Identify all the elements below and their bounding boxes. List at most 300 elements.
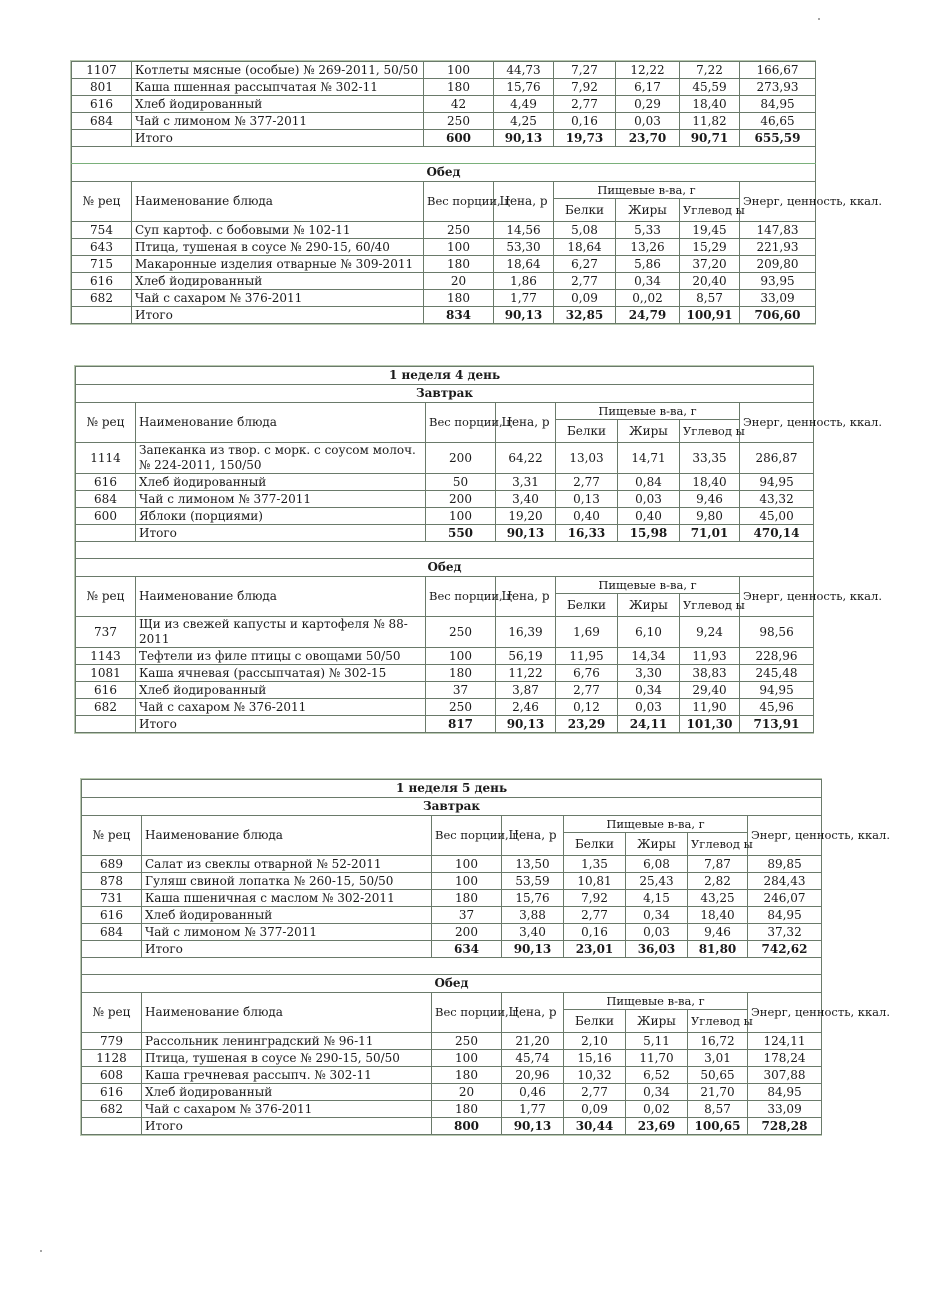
fat: 0,03 xyxy=(626,924,688,941)
day4-breakfast-section xyxy=(76,385,882,542)
energy: 84,95 xyxy=(740,96,816,113)
meal-title-row xyxy=(76,559,814,577)
portion-weight: 100 xyxy=(426,508,496,525)
energy: 228,96 xyxy=(740,648,814,665)
portion-weight: 100 xyxy=(432,1050,502,1067)
portion-weight: 100 xyxy=(432,856,502,873)
energy: 37,32 xyxy=(748,924,822,941)
price: 1,77 xyxy=(494,290,554,307)
portion-weight: 37 xyxy=(426,682,496,699)
rec-number: 1128 xyxy=(82,1050,142,1067)
fat: 0,34 xyxy=(626,907,688,924)
header-name: Наименование блюда xyxy=(132,182,424,222)
price: 21,20 xyxy=(502,1033,564,1050)
total-protein: 19,73 xyxy=(554,130,616,147)
carbs: 33,35 xyxy=(680,443,740,474)
price: 4,49 xyxy=(494,96,554,113)
dish-name: Хлеб йодированный xyxy=(142,907,432,924)
scan-speck xyxy=(818,18,820,20)
protein: 15,16 xyxy=(564,1050,626,1067)
sheet-day5 xyxy=(80,778,890,1136)
energy: 45,96 xyxy=(740,699,814,716)
total-fat: 23,69 xyxy=(626,1118,688,1135)
price: 3,87 xyxy=(496,682,556,699)
total-price: 90,13 xyxy=(502,941,564,958)
rec-number: 1081 xyxy=(76,665,136,682)
header-carbs: Углевод ы xyxy=(680,594,740,617)
header-protein: Белки xyxy=(554,199,616,222)
day-title-row xyxy=(82,780,822,798)
protein: 1,35 xyxy=(564,856,626,873)
table-row xyxy=(72,222,816,239)
total-energy: 706,60 xyxy=(740,307,816,324)
energy: 124,11 xyxy=(748,1033,822,1050)
protein: 0,16 xyxy=(564,924,626,941)
total-carbs: 100,91 xyxy=(680,307,740,324)
total-fat: 24,11 xyxy=(618,716,680,733)
total-carbs: 81,80 xyxy=(688,941,748,958)
energy: 166,67 xyxy=(740,62,816,79)
protein: 7,92 xyxy=(564,890,626,907)
table-row xyxy=(76,617,814,648)
dish-name: Каша пшенная рассыпчатая № 302-11 xyxy=(132,79,424,96)
header-row xyxy=(82,993,822,1010)
header-rec: № рец xyxy=(82,816,142,856)
protein: 0,09 xyxy=(564,1101,626,1118)
fat: 0,03 xyxy=(618,699,680,716)
header-nutrients: Пищевые в-ва, г xyxy=(564,993,748,1010)
header-nutrients: Пищевые в-ва, г xyxy=(556,577,740,594)
price: 3,40 xyxy=(496,491,556,508)
protein: 2,77 xyxy=(554,273,616,290)
meal-title-row xyxy=(82,975,822,993)
total-row xyxy=(76,525,814,542)
rec-number: 616 xyxy=(76,682,136,699)
price: 3,31 xyxy=(496,474,556,491)
rec-number: 715 xyxy=(72,256,132,273)
total-row xyxy=(82,941,822,958)
dish-name: Хлеб йодированный xyxy=(142,1084,432,1101)
rec-number: 600 xyxy=(76,508,136,525)
table-row xyxy=(82,856,822,873)
protein: 6,27 xyxy=(554,256,616,273)
portion-weight: 37 xyxy=(432,907,502,924)
header-weight: Вес порции, г xyxy=(432,993,502,1033)
protein: 0,16 xyxy=(554,113,616,130)
total-carbs: 71,01 xyxy=(680,525,740,542)
energy: 209,80 xyxy=(740,256,816,273)
price: 3,40 xyxy=(502,924,564,941)
header-row xyxy=(76,403,814,420)
header-rec: № рец xyxy=(72,182,132,222)
energy: 45,00 xyxy=(740,508,814,525)
header-fat: Жиры xyxy=(626,1010,688,1033)
header-carbs: Углевод ы xyxy=(688,1010,748,1033)
fat: 3,30 xyxy=(618,665,680,682)
carbs: 3,01 xyxy=(688,1050,748,1067)
day5-title xyxy=(82,780,822,798)
table-row xyxy=(76,665,814,682)
header-price: Цена, р xyxy=(494,182,554,222)
protein: 10,32 xyxy=(564,1067,626,1084)
energy: 43,32 xyxy=(740,491,814,508)
rec-number: 616 xyxy=(76,474,136,491)
portion-weight: 180 xyxy=(424,79,494,96)
table-row xyxy=(72,62,816,79)
dish-name: Рассольник ленинградский № 96-11 xyxy=(142,1033,432,1050)
table-row xyxy=(72,290,816,307)
table-row xyxy=(82,1067,822,1084)
header-carbs: Углевод ы xyxy=(680,199,740,222)
header-rec: № рец xyxy=(82,993,142,1033)
spacer-row xyxy=(82,958,822,975)
total-weight: 600 xyxy=(424,130,494,147)
rec-number: 779 xyxy=(82,1033,142,1050)
day4-lunch-section xyxy=(76,559,882,733)
total-label: Итого xyxy=(142,1118,432,1135)
header-price: Цена, р xyxy=(502,816,564,856)
header-carbs: Углевод ы xyxy=(688,833,748,856)
price: 19,20 xyxy=(496,508,556,525)
dish-name: Запеканка из твор. с морк. с соусом молоч. № 224-2011, 150/50 xyxy=(136,443,426,474)
table-row xyxy=(76,491,814,508)
dish-name: Гуляш свиной лопатка № 260-15, 50/50 xyxy=(142,873,432,890)
dish-name: Хлеб йодированный xyxy=(132,273,424,290)
table-row xyxy=(82,1101,822,1118)
energy: 46,65 xyxy=(740,113,816,130)
protein: 6,76 xyxy=(556,665,618,682)
energy: 33,09 xyxy=(748,1101,822,1118)
fat: 0,84 xyxy=(618,474,680,491)
carbs: 11,82 xyxy=(680,113,740,130)
dish-name: Салат из свеклы отварной № 52-2011 xyxy=(142,856,432,873)
protein: 7,27 xyxy=(554,62,616,79)
carbs: 29,40 xyxy=(680,682,740,699)
portion-weight: 250 xyxy=(426,617,496,648)
protein: 18,64 xyxy=(554,239,616,256)
energy: 307,88 xyxy=(748,1067,822,1084)
dish-name: Котлеты мясные (особые) № 269-2011, 50/50 xyxy=(132,62,424,79)
rec-number: 682 xyxy=(76,699,136,716)
sheet-day4 xyxy=(74,365,882,734)
price: 3,88 xyxy=(502,907,564,924)
carbs: 8,57 xyxy=(688,1101,748,1118)
total-carbs: 101,30 xyxy=(680,716,740,733)
portion-weight: 180 xyxy=(426,665,496,682)
dish-name: Птица, тушеная в соусе № 290-15, 60/40 xyxy=(132,239,424,256)
fat: 5,86 xyxy=(616,256,680,273)
header-nutrients: Пищевые в-ва, г xyxy=(564,816,748,833)
menu-table-day5 xyxy=(81,779,890,1135)
table-row xyxy=(82,924,822,941)
total-row xyxy=(72,307,816,324)
protein: 10,81 xyxy=(564,873,626,890)
dish-name: Чай с сахаром № 376-2011 xyxy=(132,290,424,307)
table-row xyxy=(72,256,816,273)
price: 45,74 xyxy=(502,1050,564,1067)
sheet-day3 xyxy=(70,60,882,325)
price: 1,86 xyxy=(494,273,554,290)
rec-number: 684 xyxy=(72,113,132,130)
portion-weight: 100 xyxy=(424,62,494,79)
lunch1-section xyxy=(72,164,882,324)
fat: 0,29 xyxy=(616,96,680,113)
energy: 147,83 xyxy=(740,222,816,239)
fat: 25,43 xyxy=(626,873,688,890)
carbs: 7,87 xyxy=(688,856,748,873)
protein: 5,08 xyxy=(554,222,616,239)
portion-weight: 42 xyxy=(424,96,494,113)
total-label: Итого xyxy=(132,130,424,147)
header-fat: Жиры xyxy=(618,594,680,617)
energy: 284,43 xyxy=(748,873,822,890)
header-name: Наименование блюда xyxy=(142,993,432,1033)
fat: 0,34 xyxy=(618,682,680,699)
header-protein: Белки xyxy=(556,594,618,617)
total-fat: 24,79 xyxy=(616,307,680,324)
carbs: 37,20 xyxy=(680,256,740,273)
spacer-row xyxy=(72,147,816,164)
protein: 2,77 xyxy=(564,907,626,924)
header-name: Наименование блюда xyxy=(136,403,426,443)
carbs: 11,90 xyxy=(680,699,740,716)
rec-number: 754 xyxy=(72,222,132,239)
protein: 13,03 xyxy=(556,443,618,474)
total-spacer xyxy=(76,716,136,733)
fat: 14,71 xyxy=(618,443,680,474)
price: 56,19 xyxy=(496,648,556,665)
protein: 0,09 xyxy=(554,290,616,307)
portion-weight: 180 xyxy=(432,890,502,907)
meal-title: Завтрак xyxy=(82,798,822,816)
meal-title: Обед xyxy=(76,559,814,577)
protein: 2,77 xyxy=(564,1084,626,1101)
total-price: 90,13 xyxy=(502,1118,564,1135)
menu-table-day3 xyxy=(71,61,882,324)
fat: 0,40 xyxy=(618,508,680,525)
protein: 2,77 xyxy=(556,682,618,699)
fat: 5,33 xyxy=(616,222,680,239)
price: 53,30 xyxy=(494,239,554,256)
fat: 13,26 xyxy=(616,239,680,256)
total-fat: 15,98 xyxy=(618,525,680,542)
fat: 4,15 xyxy=(626,890,688,907)
table-row xyxy=(82,890,822,907)
rec-number: 1143 xyxy=(76,648,136,665)
total-label: Итого xyxy=(136,525,426,542)
rec-number: 608 xyxy=(82,1067,142,1084)
price: 16,39 xyxy=(496,617,556,648)
header-protein: Белки xyxy=(564,1010,626,1033)
header-row xyxy=(72,182,816,199)
price: 44,73 xyxy=(494,62,554,79)
dish-name: Птица, тушеная в соусе № 290-15, 50/50 xyxy=(142,1050,432,1067)
total-label: Итого xyxy=(142,941,432,958)
rec-number: 684 xyxy=(76,491,136,508)
table-row xyxy=(76,474,814,491)
carbs: 18,40 xyxy=(680,96,740,113)
day5-lunch-section xyxy=(82,975,890,1135)
protein: 0,40 xyxy=(556,508,618,525)
carbs: 8,57 xyxy=(680,290,740,307)
protein: 0,13 xyxy=(556,491,618,508)
carbs: 45,59 xyxy=(680,79,740,96)
energy: 94,95 xyxy=(740,682,814,699)
total-energy: 655,59 xyxy=(740,130,816,147)
rec-number: 1107 xyxy=(72,62,132,79)
protein: 2,10 xyxy=(564,1033,626,1050)
header-price: Цена, р xyxy=(502,993,564,1033)
dish-name: Тефтели из филе птицы с овощами 50/50 xyxy=(136,648,426,665)
table-row xyxy=(76,682,814,699)
carbs: 20,40 xyxy=(680,273,740,290)
header-energy: Энерг, ценность, ккал. xyxy=(748,993,822,1033)
total-label: Итого xyxy=(136,716,426,733)
header-weight: Вес порции, г xyxy=(432,816,502,856)
dish-name: Чай с лимоном № 377-2011 xyxy=(142,924,432,941)
carbs: 9,24 xyxy=(680,617,740,648)
table-row xyxy=(76,508,814,525)
header-price: Цена, р xyxy=(496,403,556,443)
carbs: 15,29 xyxy=(680,239,740,256)
fat: 11,70 xyxy=(626,1050,688,1067)
day5-title-text: 1 неделя 5 день xyxy=(82,780,822,798)
total-energy: 470,14 xyxy=(740,525,814,542)
rec-number: 616 xyxy=(72,96,132,113)
top-rows xyxy=(72,62,816,130)
meal-title-row xyxy=(72,164,816,182)
rec-number: 737 xyxy=(76,617,136,648)
dish-name: Макаронные изделия отварные № 309-2011 xyxy=(132,256,424,273)
protein: 2,77 xyxy=(556,474,618,491)
header-name: Наименование блюда xyxy=(136,577,426,617)
table-row xyxy=(76,443,814,474)
total-energy: 713,91 xyxy=(740,716,814,733)
total-spacer xyxy=(82,941,142,958)
total-weight: 817 xyxy=(426,716,496,733)
energy: 246,07 xyxy=(748,890,822,907)
table-row xyxy=(76,699,814,716)
menu-table-day4 xyxy=(75,366,882,733)
total-carbs: 100,65 xyxy=(688,1118,748,1135)
price: 15,76 xyxy=(494,79,554,96)
price: 18,64 xyxy=(494,256,554,273)
total-price: 90,13 xyxy=(494,307,554,324)
table-row xyxy=(76,648,814,665)
energy: 273,93 xyxy=(740,79,816,96)
fat: 6,17 xyxy=(616,79,680,96)
dish-name: Каша ячневая (рассыпчатая) № 302-15 xyxy=(136,665,426,682)
rec-number: 731 xyxy=(82,890,142,907)
meal-title: Обед xyxy=(82,975,822,993)
carbs: 16,72 xyxy=(688,1033,748,1050)
fat: 0,34 xyxy=(616,273,680,290)
total-spacer xyxy=(76,525,136,542)
carbs: 2,82 xyxy=(688,873,748,890)
header-price: Цена, р xyxy=(496,577,556,617)
total-protein: 16,33 xyxy=(556,525,618,542)
dish-name: Хлеб йодированный xyxy=(132,96,424,113)
total-row xyxy=(76,716,814,733)
header-energy: Энерг, ценность, ккал. xyxy=(748,816,822,856)
day5-breakfast-section xyxy=(82,798,890,958)
total-carbs: 90,71 xyxy=(680,130,740,147)
table-row xyxy=(72,113,816,130)
portion-weight: 200 xyxy=(426,491,496,508)
portion-weight: 180 xyxy=(432,1101,502,1118)
carbs: 11,93 xyxy=(680,648,740,665)
header-weight: Вес порции, г xyxy=(426,403,496,443)
portion-weight: 20 xyxy=(424,273,494,290)
total-row xyxy=(82,1118,822,1135)
rec-number: 616 xyxy=(82,1084,142,1101)
rec-number: 616 xyxy=(72,273,132,290)
table-row xyxy=(72,96,816,113)
header-protein: Белки xyxy=(556,420,618,443)
portion-weight: 250 xyxy=(424,222,494,239)
portion-weight: 250 xyxy=(432,1033,502,1050)
portion-weight: 50 xyxy=(426,474,496,491)
carbs: 9,46 xyxy=(680,491,740,508)
energy: 245,48 xyxy=(740,665,814,682)
carbs: 9,46 xyxy=(688,924,748,941)
dish-name: Хлеб йодированный xyxy=(136,474,426,491)
protein: 1,69 xyxy=(556,617,618,648)
day4-title xyxy=(76,367,814,385)
total-energy: 728,28 xyxy=(748,1118,822,1135)
rec-number: 1114 xyxy=(76,443,136,474)
dish-name: Хлеб йодированный xyxy=(136,682,426,699)
total-protein: 23,29 xyxy=(556,716,618,733)
table-row xyxy=(72,273,816,290)
energy: 94,95 xyxy=(740,474,814,491)
portion-weight: 20 xyxy=(432,1084,502,1101)
fat: 0,34 xyxy=(626,1084,688,1101)
total-fat: 36,03 xyxy=(626,941,688,958)
meal-title-row xyxy=(76,385,814,403)
header-energy: Энерг, ценность, ккал. xyxy=(740,577,814,617)
fat: 0,03 xyxy=(618,491,680,508)
total-weight: 550 xyxy=(426,525,496,542)
portion-weight: 200 xyxy=(432,924,502,941)
total-label: Итого xyxy=(132,307,424,324)
protein: 0,12 xyxy=(556,699,618,716)
header-rec: № рец xyxy=(76,403,136,443)
carbs: 50,65 xyxy=(688,1067,748,1084)
portion-weight: 100 xyxy=(424,239,494,256)
header-row xyxy=(76,577,814,594)
fat: 0,,02 xyxy=(616,290,680,307)
total-weight: 634 xyxy=(432,941,502,958)
carbs: 7,22 xyxy=(680,62,740,79)
header-carbs: Углевод ы xyxy=(680,420,740,443)
header-name: Наименование блюда xyxy=(142,816,432,856)
total-fat: 23,70 xyxy=(616,130,680,147)
portion-weight: 180 xyxy=(424,256,494,273)
energy: 178,24 xyxy=(748,1050,822,1067)
header-nutrients: Пищевые в-ва, г xyxy=(556,403,740,420)
table-row xyxy=(82,907,822,924)
carbs: 38,83 xyxy=(680,665,740,682)
price: 20,96 xyxy=(502,1067,564,1084)
rec-number: 878 xyxy=(82,873,142,890)
total-weight: 800 xyxy=(432,1118,502,1135)
rec-number: 616 xyxy=(82,907,142,924)
dish-name: Каша пшеничная с маслом № 302-2011 xyxy=(142,890,432,907)
price: 53,59 xyxy=(502,873,564,890)
energy: 98,56 xyxy=(740,617,814,648)
header-fat: Жиры xyxy=(626,833,688,856)
